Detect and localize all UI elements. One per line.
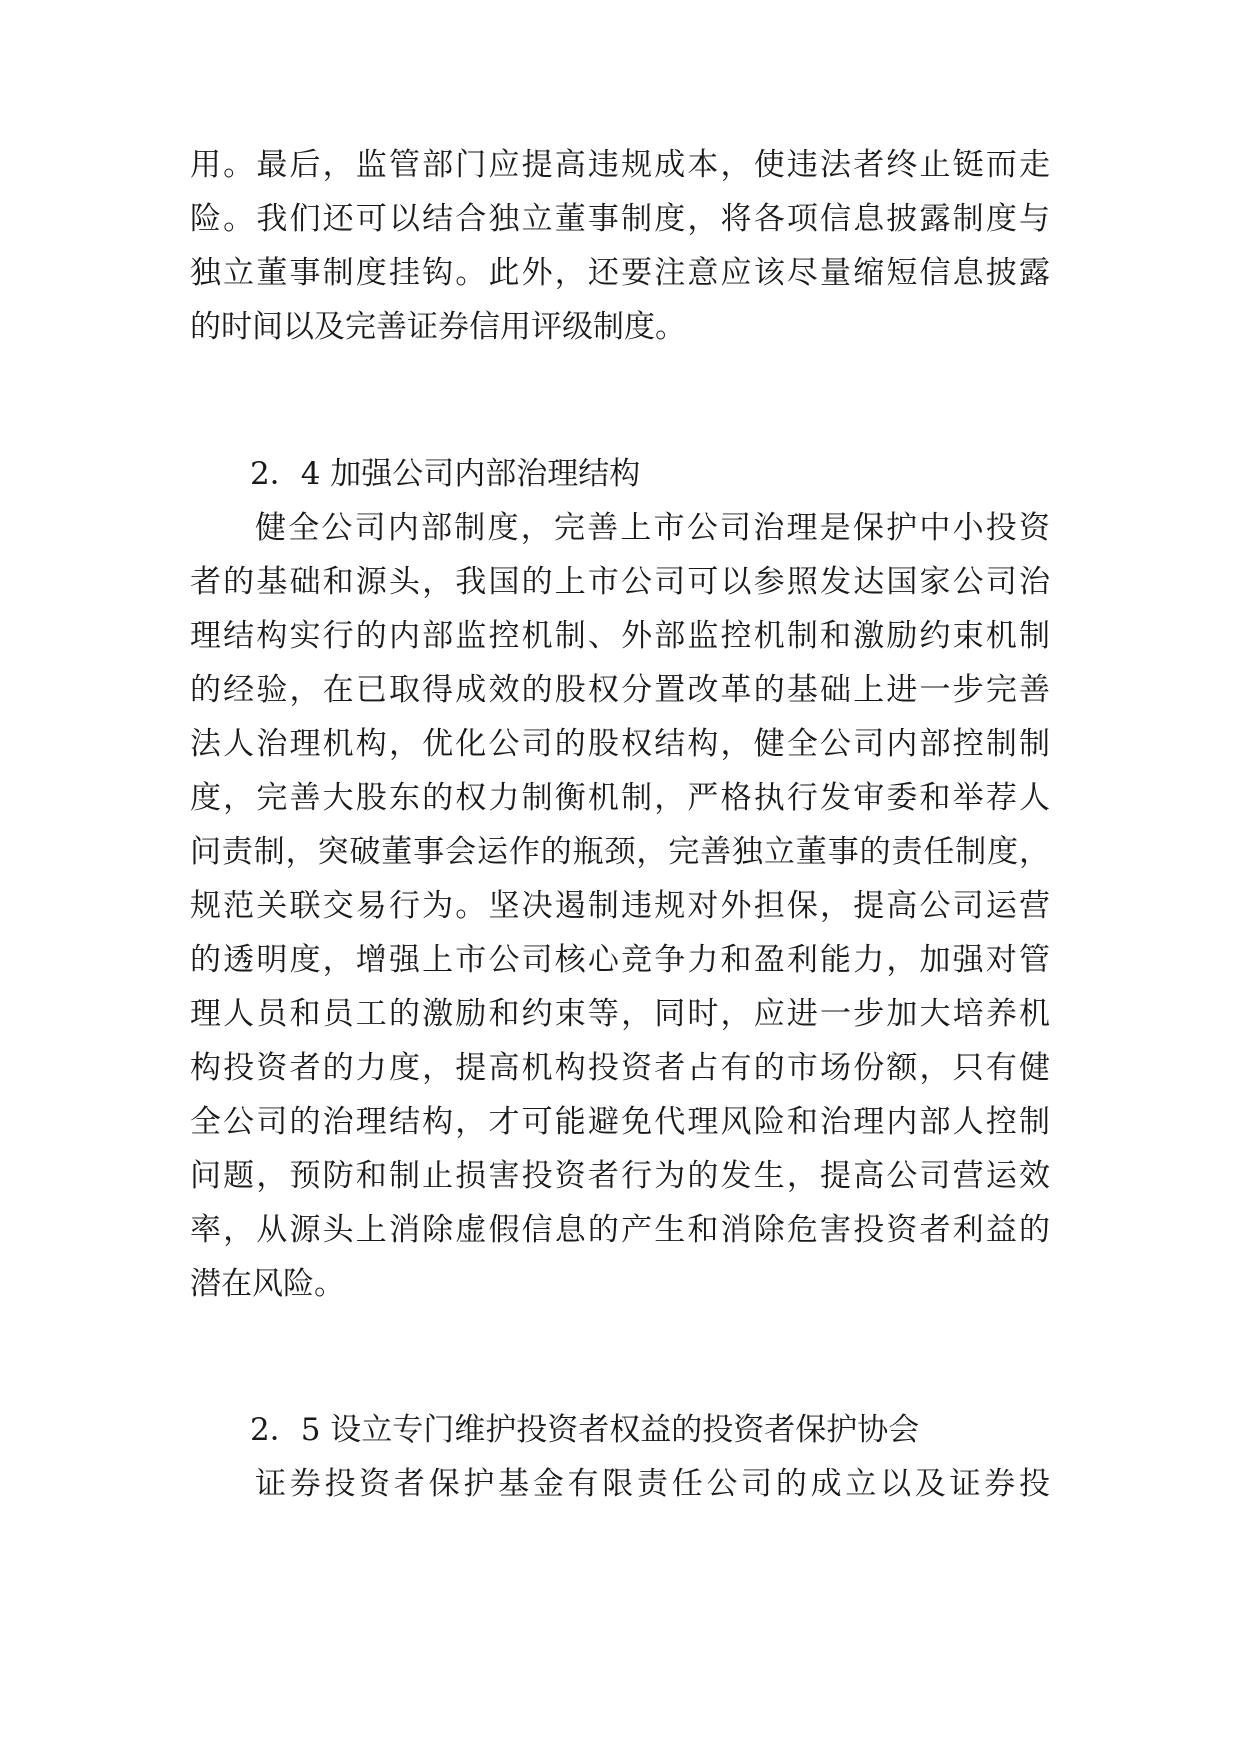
paragraph-line: 率，从源头上消除虚假信息的产生和消除危害投资者利益的 <box>190 1212 1050 1248</box>
paragraph-line: 险。我们还可以结合独立董事制度，将各项信息披露制度与 <box>190 201 1050 237</box>
paragraph-line: 问题，预防和制止损害投资者行为的发生，提高公司营运效 <box>190 1158 1050 1194</box>
paragraph-line: 的经验，在已取得成效的股权分置改革的基础上进一步完善 <box>190 672 1050 708</box>
paragraph-line: 的时间以及完善证券信用评级制度。 <box>190 309 686 345</box>
paragraph-line: 构投资者的力度，提高机构投资者占有的市场份额，只有健 <box>190 1050 1050 1086</box>
paragraph-line: 法人治理机构，优化公司的股权结构，健全公司内部控制制 <box>190 726 1050 762</box>
paragraph-line: 独立董事制度挂钩。此外，还要注意应该尽量缩短信息披露 <box>190 255 1050 291</box>
paragraph-line: 证券投资者保护基金有限责任公司的成立以及证券投 <box>255 1466 1050 1502</box>
paragraph-line: 用。最后，监管部门应提高违规成本，使违法者终止铤而走 <box>190 147 1050 183</box>
paragraph-line: 潜在风险。 <box>190 1266 345 1302</box>
paragraph-line: 者的基础和源头，我国的上市公司可以参照发达国家公司治 <box>190 564 1050 600</box>
paragraph-line: 规范关联交易行为。坚决遏制违规对外担保，提高公司运营 <box>190 888 1050 924</box>
paragraph-line: 全公司的治理结构，才可能避免代理风险和治理内部人控制 <box>190 1104 1050 1140</box>
paragraph-line: 的透明度，增强上市公司核心竞争力和盈利能力，加强对管 <box>190 942 1050 978</box>
section-heading-2-5: 2．5 设立专门维护投资者权益的投资者保护协会 <box>250 1412 920 1448</box>
paragraph-line: 理人员和员工的激励和约束等，同时，应进一步加大培养机 <box>190 996 1050 1032</box>
paragraph-line: 问责制，突破董事会运作的瓶颈，完善独立董事的责任制度， <box>190 834 1050 870</box>
paragraph-line: 度，完善大股东的权力制衡机制，严格执行发审委和举荐人 <box>190 780 1050 816</box>
paragraph-line: 理结构实行的内部监控机制、外部监控机制和激励约束机制 <box>190 618 1050 654</box>
paragraph-line: 健全公司内部制度，完善上市公司治理是保护中小投资 <box>255 510 1050 546</box>
section-heading-2-4: 2．4 加强公司内部治理结构 <box>250 456 641 492</box>
